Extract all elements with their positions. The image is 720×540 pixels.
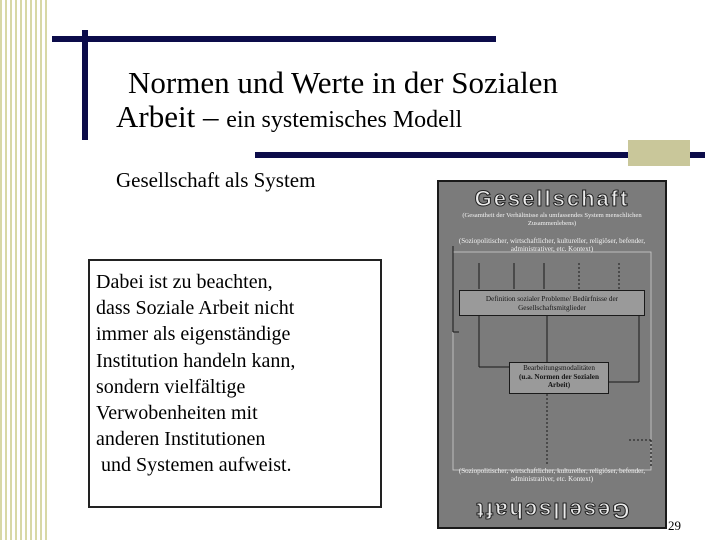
page-number: 29 (668, 518, 681, 533)
top-accent-bar (52, 36, 496, 42)
title-line-2 (116, 100, 686, 134)
text-line: immer als eigenständige (96, 323, 291, 346)
diagram-top-note: (Gesamtheit der Verhältnisse als umfassendes System menschlichen Zusammenlebens) (462, 212, 642, 227)
slide-title (116, 66, 686, 134)
text-line: Verwobenheiten mit (96, 401, 258, 424)
diagram-context-bottom: (Soziopolitischer, wirtschaftlicher, kultureller, religiöser, befender, administrativer, etc. Kontext) (458, 467, 646, 484)
text-line: Institution handeln kann, (96, 349, 296, 372)
text-line: sondern vielfältige (96, 375, 246, 398)
accent-square (628, 140, 690, 166)
title-line-2-sub: ein systemisches Modell (226, 107, 463, 134)
modality-line-1: Bearbeitungsmodalitäten (523, 364, 595, 372)
text-line: und Systemen aufweist. (96, 454, 292, 477)
society-diagram (437, 180, 667, 529)
text-line: dass Soziale Arbeit nicht (96, 297, 295, 320)
text-line: Dabei ist zu beachten, (96, 271, 273, 293)
text-box (88, 259, 382, 508)
diagram-modality-box (509, 362, 609, 394)
text-line: anderen Institutionen (96, 428, 266, 451)
inner-frame (453, 252, 651, 470)
diagram-context-top: (Soziopolitischer, wirtschaftlicher, kultureller, religiöser, befender, administrativer, etc. Kontext) (458, 237, 646, 254)
diagram-title-top: Gesellschaft (474, 186, 630, 211)
decorative-stripe (0, 0, 50, 540)
title-line-2-main: Arbeit – (116, 99, 227, 135)
vertical-accent-bar (82, 30, 88, 140)
slide-subtitle: Gesellschaft als System (116, 168, 316, 192)
diagram-definition-box: Definition sozialer Probleme/ Bedürfnisse der Gesellschaftsmitglieder (459, 290, 645, 316)
diagram-title-bottom: Gesellschaft (474, 498, 630, 523)
title-line-1: Normen und Werte in der Sozialen (128, 65, 558, 100)
modality-line-2: (u.a. Normen der Sozialen Arbeit) (519, 372, 599, 390)
